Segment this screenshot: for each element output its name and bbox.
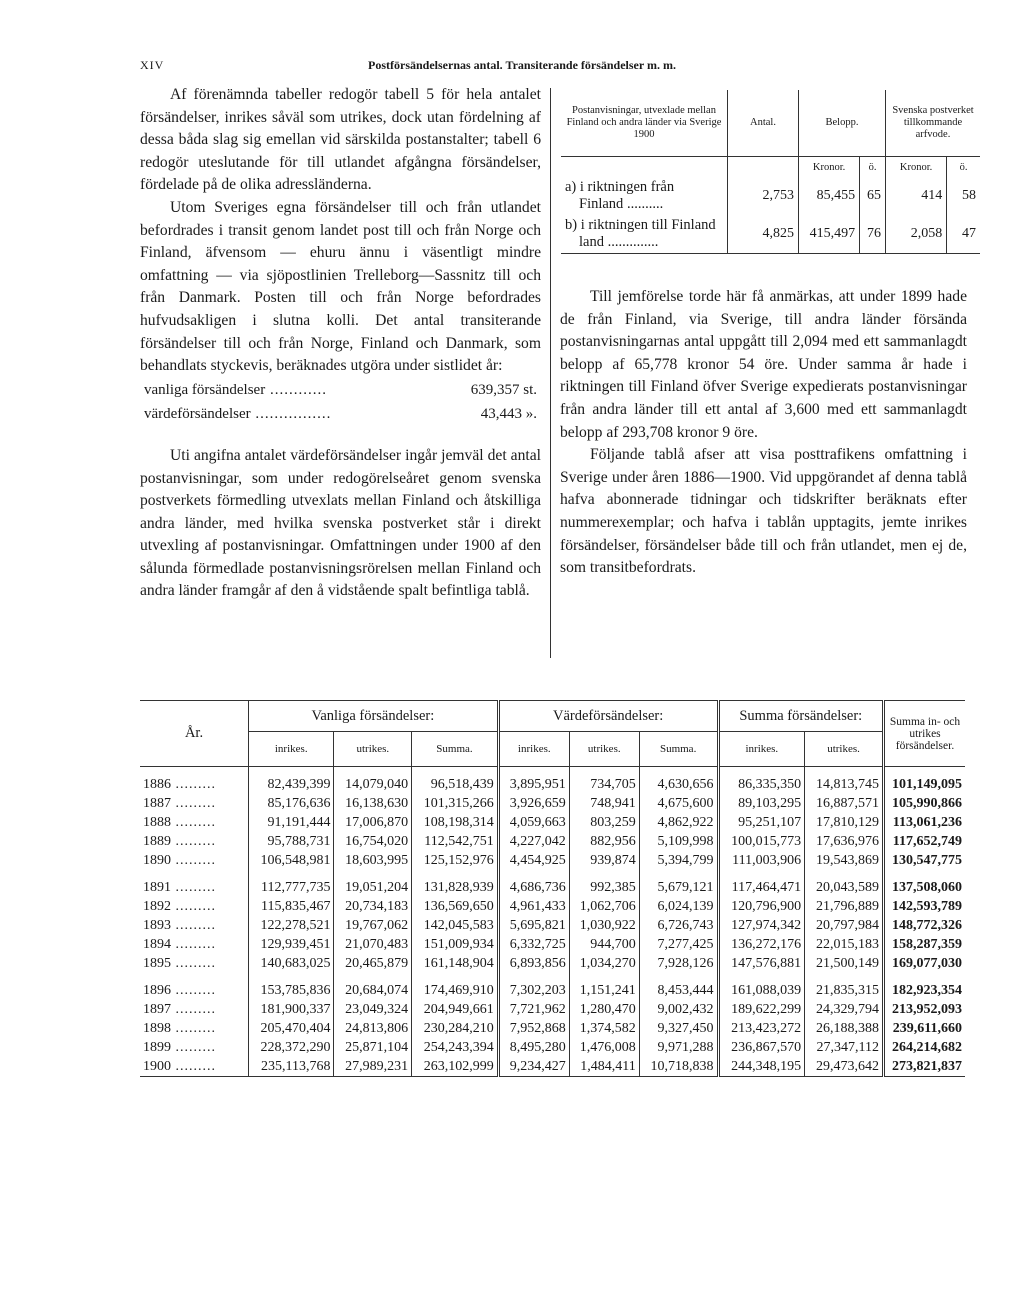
value-cell: 129,939,451 xyxy=(249,935,334,954)
value-cell: 101,149,095 xyxy=(892,776,962,792)
right-column xyxy=(560,286,967,580)
table-row xyxy=(140,1000,965,1019)
subheader: Summa. xyxy=(412,732,499,767)
year-cell: 1888 ......... xyxy=(140,813,249,832)
value-cell: 7,302,203 xyxy=(498,981,569,1000)
exchange-arf-ore: 47 xyxy=(947,215,980,254)
exchange-unit-row xyxy=(561,157,980,178)
table-subheader-row xyxy=(140,732,965,767)
value-cell: 1,374,582 xyxy=(569,1019,639,1038)
value-cell: 16,754,020 xyxy=(334,832,412,851)
paragraph-transit: Utom Sveriges egna försändelser till och från utlandet befordrades i transit genom landet post till och från Norge och Finland, äfvensom — ehuru ännu i väsentligt mindre omfattning — via sjöpostlinien Trelleborg—Sassnitz till och från Danmark. Posten till och från Norge befordrades hufvudsakligen i slutna kolli. Det antal transiterande försändelser till och från Norge, Finland och Danmark, som behandlats styckevis, beräknades utgöra under sistlidet år: xyxy=(140,198,541,375)
value-cell: 153,785,836 xyxy=(249,981,334,1000)
table-gap-row xyxy=(140,973,965,981)
value-cell: 29,473,642 xyxy=(805,1057,884,1077)
value-cell: 4,961,433 xyxy=(498,897,569,916)
value-cell: 8,453,444 xyxy=(639,981,718,1000)
table-row xyxy=(140,878,965,897)
value-cell: 26,188,388 xyxy=(805,1019,884,1038)
value-cell: 147,576,881 xyxy=(718,954,805,973)
value-cell: 14,079,040 xyxy=(334,775,412,794)
value-cell: 5,109,998 xyxy=(639,832,718,851)
value-cell: 142,593,789 xyxy=(892,898,962,914)
value-cell: 22,015,183 xyxy=(805,935,884,954)
value-cell: 136,569,650 xyxy=(412,897,499,916)
value-cell: 3,895,951 xyxy=(498,775,569,794)
value-cell: 10,718,838 xyxy=(639,1057,718,1077)
subheader: Summa. xyxy=(639,732,718,767)
value-cell: 113,061,236 xyxy=(892,814,962,830)
value-cell: 7,721,962 xyxy=(498,1000,569,1019)
year-cell: 1897 ......... xyxy=(140,1000,249,1019)
value-cell: 5,394,799 xyxy=(639,851,718,870)
value-cell: 24,813,806 xyxy=(334,1019,412,1038)
year-cell: 1886 ......... xyxy=(140,775,249,794)
value-cell: 9,002,432 xyxy=(639,1000,718,1019)
value-cell: 803,259 xyxy=(569,813,639,832)
table-row xyxy=(140,775,965,794)
value-cell: 131,828,939 xyxy=(412,878,499,897)
value-cell: 939,874 xyxy=(569,851,639,870)
year-cell: 1889 ......... xyxy=(140,832,249,851)
value-cell: 151,009,934 xyxy=(412,935,499,954)
value-cell: 734,705 xyxy=(569,775,639,794)
exchange-row-label: a) i riktningen från Finland .......... xyxy=(561,177,728,215)
value-cell: 17,636,976 xyxy=(805,832,884,851)
value-cell: 4,686,736 xyxy=(498,878,569,897)
value-cell: 21,835,315 xyxy=(805,981,884,1000)
exchange-arf-kronor: 414 xyxy=(886,177,947,215)
value-cell: 111,003,906 xyxy=(718,851,805,870)
table-row xyxy=(140,1057,965,1077)
value-cell: 6,893,856 xyxy=(498,954,569,973)
value-cell: 992,385 xyxy=(569,878,639,897)
value-cell: 213,423,272 xyxy=(718,1019,805,1038)
year-cell: 1890 ......... xyxy=(140,851,249,870)
value-cell: 161,088,039 xyxy=(718,981,805,1000)
value-cell: 136,272,176 xyxy=(718,935,805,954)
year-cell: 1887 ......... xyxy=(140,794,249,813)
exchange-kronor: 415,497 xyxy=(799,215,860,254)
value-cell: 4,675,600 xyxy=(639,794,718,813)
exchange-header-arfvode: Svenska postverket tillkommande arfvode. xyxy=(886,90,981,157)
total-header: Summa in- och utrikes försändelser. xyxy=(884,701,966,767)
exchange-kronor: 85,455 xyxy=(799,177,860,215)
value-cell: 19,051,204 xyxy=(334,878,412,897)
value-cell: 24,329,794 xyxy=(805,1000,884,1019)
value-cell: 95,788,731 xyxy=(249,832,334,851)
count-row-value xyxy=(140,402,541,427)
exchange-antal: 4,825 xyxy=(728,215,799,254)
year-cell: 1899 ......... xyxy=(140,1038,249,1057)
value-cell: 204,949,661 xyxy=(412,1000,499,1019)
value-cell: 1,280,470 xyxy=(569,1000,639,1019)
value-cell: 158,287,359 xyxy=(892,936,962,952)
table-group-header-row xyxy=(140,701,965,732)
value-cell: 20,797,984 xyxy=(805,916,884,935)
value-cell: 20,465,879 xyxy=(334,954,412,973)
year-cell: 1900 ......... xyxy=(140,1057,249,1077)
exchange-antal: 2,753 xyxy=(728,177,799,215)
value-cell: 189,622,299 xyxy=(718,1000,805,1019)
year-cell: 1891 ......... xyxy=(140,878,249,897)
value-cell: 235,113,768 xyxy=(249,1057,334,1077)
paragraph-tables-overview: Af förenämnda tabeller redogör tabell 5 för hela antalet försändelser, inrikes såväl som utrikes, dock utan fördelning af dessa båda slag sig emellan vid särskilda postanstalter; tabell 6 redogör uteslutande för till utlandet afgångna försändelser, fördelade på de olika adressländerna. xyxy=(140,86,541,194)
value-cell: 20,684,074 xyxy=(334,981,412,1000)
table-gap-row xyxy=(140,767,965,776)
value-cell: 748,941 xyxy=(569,794,639,813)
value-cell: 264,214,682 xyxy=(892,1039,962,1055)
value-cell: 20,734,183 xyxy=(334,897,412,916)
exchange-ore: 65 xyxy=(860,177,886,215)
exchange-ore: 76 xyxy=(860,215,886,254)
count-value: 43,443 ». xyxy=(480,406,537,423)
value-cell: 9,327,450 xyxy=(639,1019,718,1038)
unit-kronor: Kronor. xyxy=(799,157,860,178)
value-cell: 17,006,870 xyxy=(334,813,412,832)
value-cell: 130,547,775 xyxy=(892,852,962,868)
value-cell: 112,777,735 xyxy=(249,878,334,897)
value-cell: 86,335,350 xyxy=(718,775,805,794)
year-header: År. xyxy=(140,701,249,767)
value-cell: 236,867,570 xyxy=(718,1038,805,1057)
value-cell: 25,871,104 xyxy=(334,1038,412,1057)
value-cell: 181,900,337 xyxy=(249,1000,334,1019)
value-cell: 16,887,571 xyxy=(805,794,884,813)
value-cell: 6,332,725 xyxy=(498,935,569,954)
value-cell: 1,151,241 xyxy=(569,981,639,1000)
paragraph-money-orders: Uti angifna antalet värdeförsändelser ingår jemväl det antal postanvisningar, som under redogörelseåret genom svenska postverkets förmedling utvexlats mellan Finland och åtskilliga andra länder, med hvilka svenska postverket står i direkt utvexling af postanvisningar. Omfattningen under 1900 af den sålunda förmedlade postanvisningsrörelsen mellan Finland och andra länder framgår af den å vidstående spalt befintliga tablå. xyxy=(140,446,541,600)
value-cell: 9,234,427 xyxy=(498,1057,569,1077)
postal-traffic-table xyxy=(140,700,965,1077)
year-cell: 1898 ......... xyxy=(140,1019,249,1038)
value-cell: 882,956 xyxy=(569,832,639,851)
table-row xyxy=(140,813,965,832)
value-cell: 4,059,663 xyxy=(498,813,569,832)
value-cell: 89,103,295 xyxy=(718,794,805,813)
running-title: Postförsändelsernas antal. Transiterande försändelser m. m. xyxy=(368,58,676,72)
value-cell: 7,952,868 xyxy=(498,1019,569,1038)
value-cell: 5,679,121 xyxy=(639,878,718,897)
value-cell: 8,495,280 xyxy=(498,1038,569,1057)
value-cell: 148,772,326 xyxy=(892,917,962,933)
value-cell: 122,278,521 xyxy=(249,916,334,935)
table-row xyxy=(140,1019,965,1038)
value-cell: 239,611,660 xyxy=(892,1020,962,1036)
value-cell: 19,543,869 xyxy=(805,851,884,870)
value-cell: 17,810,129 xyxy=(805,813,884,832)
value-cell: 5,695,821 xyxy=(498,916,569,935)
subheader: inrikes. xyxy=(249,732,334,767)
value-cell: 1,034,270 xyxy=(569,954,639,973)
table-row xyxy=(140,981,965,1000)
value-cell: 140,683,025 xyxy=(249,954,334,973)
value-cell: 6,726,743 xyxy=(639,916,718,935)
value-cell: 174,469,910 xyxy=(412,981,499,1000)
value-cell: 14,813,745 xyxy=(805,775,884,794)
exchange-header-antal: Antal. xyxy=(728,90,799,157)
transit-counts xyxy=(140,378,541,427)
column-divider xyxy=(550,88,551,658)
value-cell: 4,454,925 xyxy=(498,851,569,870)
value-cell: 127,974,342 xyxy=(718,916,805,935)
group-header-varde: Värdeförsändelser: xyxy=(498,701,718,732)
exchange-header-label: Postanvisningar, utvexlade mellan Finland och andra länder via Sverige 1900 xyxy=(561,90,728,157)
exchange-row-from-finland xyxy=(561,177,980,215)
table-row xyxy=(140,1038,965,1057)
value-cell: 21,500,149 xyxy=(805,954,884,973)
paragraph-comparison-1899: Till jemförelse torde här få anmärkas, att under 1899 hade de från Finland, via Sverige, till andra länder försända postanvisningarnas antal uppgått till 2,094 med ett sammanlagdt belopp af 65,778 kronor 54 öre. Under samma år hade i riktningen till Finland öfver Sverige expedierats postanvisningar från andra länder till ett antal af 3,600 med ett sammanlagdt belopp af 293,708 kronor 9 öre. xyxy=(560,288,967,441)
value-cell: 1,030,922 xyxy=(569,916,639,935)
value-cell: 82,439,399 xyxy=(249,775,334,794)
table-row xyxy=(140,794,965,813)
value-cell: 117,652,749 xyxy=(892,833,962,849)
value-cell: 169,077,030 xyxy=(892,955,962,971)
table-row xyxy=(140,832,965,851)
value-cell: 27,347,112 xyxy=(805,1038,884,1057)
value-cell: 228,372,290 xyxy=(249,1038,334,1057)
value-cell: 19,767,062 xyxy=(334,916,412,935)
exchange-header-belopp: Belopp. xyxy=(799,90,886,157)
value-cell: 9,971,288 xyxy=(639,1038,718,1057)
value-cell: 263,102,999 xyxy=(412,1057,499,1077)
value-cell: 16,138,630 xyxy=(334,794,412,813)
exchange-header-row xyxy=(561,90,980,157)
value-cell: 27,989,231 xyxy=(334,1057,412,1077)
table-row xyxy=(140,851,965,870)
value-cell: 106,548,981 xyxy=(249,851,334,870)
year-cell: 1896 ......... xyxy=(140,981,249,1000)
value-cell: 244,348,195 xyxy=(718,1057,805,1077)
exchange-row-label: b) i riktningen till Finland land .............. xyxy=(561,215,728,254)
exchange-arf-kronor: 2,058 xyxy=(886,215,947,254)
count-value: 639,357 st. xyxy=(470,381,537,398)
year-cell: 1894 ......... xyxy=(140,935,249,954)
value-cell: 213,952,093 xyxy=(892,1001,962,1017)
value-cell: 91,191,444 xyxy=(249,813,334,832)
group-header-vanliga: Vanliga försändelser: xyxy=(249,701,499,732)
value-cell: 95,251,107 xyxy=(718,813,805,832)
paragraph-table-intro: Följande tablå afser att visa posttrafikens omfattning i Sverige under åren 1886—1900. Vid uppgörandet af denna tablå hafva abonnerade tidningar och tidskrifter beräknats efter nummerexemplar; och hafva i tablån upptagits, jemte inrikes försändelser, försändelser både till och från utlandet, men ej de, som transitbefordrats. xyxy=(560,446,967,577)
unit-ore: ö. xyxy=(860,157,886,178)
left-column xyxy=(140,84,541,603)
value-cell: 6,024,139 xyxy=(639,897,718,916)
subheader: utrikes. xyxy=(334,732,412,767)
value-cell: 1,484,411 xyxy=(569,1057,639,1077)
unit-kronor: Kronor. xyxy=(886,157,947,178)
value-cell: 117,464,471 xyxy=(718,878,805,897)
value-cell: 273,821,837 xyxy=(892,1058,962,1074)
table-row xyxy=(140,935,965,954)
value-cell: 4,630,656 xyxy=(639,775,718,794)
year-cell: 1893 ......... xyxy=(140,916,249,935)
value-cell: 108,198,314 xyxy=(412,813,499,832)
value-cell: 105,990,866 xyxy=(892,795,962,811)
page-number: XIV xyxy=(140,58,165,72)
table-row xyxy=(140,897,965,916)
value-cell: 205,470,404 xyxy=(249,1019,334,1038)
value-cell: 182,923,354 xyxy=(892,982,962,998)
value-cell: 85,176,636 xyxy=(249,794,334,813)
value-cell: 142,045,583 xyxy=(412,916,499,935)
subheader: utrikes. xyxy=(569,732,639,767)
year-cell: 1895 ......... xyxy=(140,954,249,973)
value-cell: 137,508,060 xyxy=(892,879,962,895)
group-header-summa: Summa försändelser: xyxy=(718,701,883,732)
value-cell: 7,928,126 xyxy=(639,954,718,973)
value-cell: 100,015,773 xyxy=(718,832,805,851)
unit-ore: ö. xyxy=(959,161,968,173)
money-order-exchange-table xyxy=(561,90,980,254)
count-label: vanliga försändelser ............ xyxy=(144,381,327,398)
value-cell: 112,542,751 xyxy=(412,832,499,851)
value-cell: 7,277,425 xyxy=(639,935,718,954)
value-cell: 21,796,889 xyxy=(805,897,884,916)
value-cell: 125,152,976 xyxy=(412,851,499,870)
value-cell: 944,700 xyxy=(569,935,639,954)
table-row xyxy=(140,954,965,973)
value-cell: 20,043,589 xyxy=(805,878,884,897)
count-row-ordinary xyxy=(140,378,541,403)
value-cell: 96,518,439 xyxy=(412,775,499,794)
count-label: värdeförsändelser ................ xyxy=(144,406,332,423)
value-cell: 23,049,324 xyxy=(334,1000,412,1019)
value-cell: 4,227,042 xyxy=(498,832,569,851)
value-cell: 1,476,008 xyxy=(569,1038,639,1057)
subheader: inrikes. xyxy=(718,732,805,767)
table-gap-row xyxy=(140,870,965,878)
table-row xyxy=(140,916,965,935)
subheader: inrikes. xyxy=(498,732,569,767)
value-cell: 161,148,904 xyxy=(412,954,499,973)
value-cell: 21,070,483 xyxy=(334,935,412,954)
value-cell: 120,796,900 xyxy=(718,897,805,916)
table-body xyxy=(140,767,965,1077)
value-cell: 115,835,467 xyxy=(249,897,334,916)
value-cell: 254,243,394 xyxy=(412,1038,499,1057)
exchange-arf-ore: 58 xyxy=(962,188,976,203)
value-cell: 4,862,922 xyxy=(639,813,718,832)
value-cell: 230,284,210 xyxy=(412,1019,499,1038)
value-cell: 101,315,266 xyxy=(412,794,499,813)
year-cell: 1892 ......... xyxy=(140,897,249,916)
value-cell: 3,926,659 xyxy=(498,794,569,813)
value-cell: 1,062,706 xyxy=(569,897,639,916)
value-cell: 18,603,995 xyxy=(334,851,412,870)
subheader: utrikes. xyxy=(805,732,884,767)
exchange-row-to-finland xyxy=(561,215,980,254)
